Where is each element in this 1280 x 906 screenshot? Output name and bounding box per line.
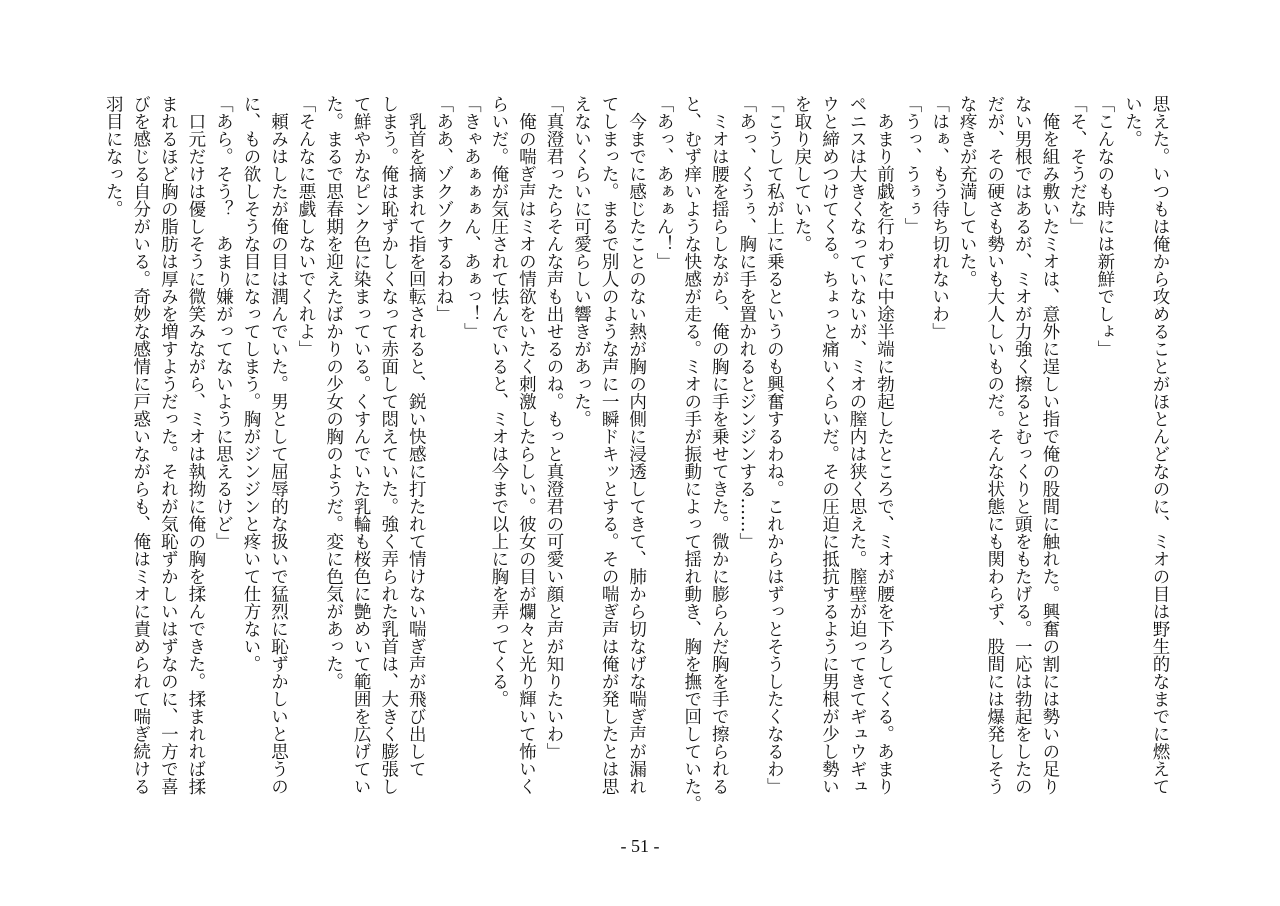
text-line: 「あら。そう？ あまり嫌がってないように思えるけど」: [213, 95, 234, 550]
text-line: ミオは腰を揺らしながら、俺の胸に手を乗せてきた。微かに膨らんだ胸を手で擦られる: [709, 95, 730, 795]
text-line: 「こうして私が上に乗るというのも興奮するわね。これからはずっとそうしたくなるわ」: [764, 95, 785, 795]
text-line: て鮮やかなピンク色に染まっている。くすんでいた乳輪も桜色に艶めいて範囲を広げてい: [351, 95, 372, 795]
text-line: 「そんなに悪戯しないでくれよ」: [296, 95, 317, 358]
text-line: ウと締めつけてくる。ちょっと痛いくらいだ。その圧迫に抵抗するように男根が少し勢い: [819, 95, 840, 795]
text-line: 乳首を摘まれて指を回転されると、鋭い快感に打たれて情けない喘ぎ声が飛び出して: [406, 95, 427, 778]
text-line: らいだ。俺が気圧されて怯んでいると、ミオは今まで以上に胸を弄ってくる。: [488, 95, 509, 708]
text-line: と、むず痒いような快感が走る。ミオの手が振動によって揺れ動き、胸を撫で回していた。: [681, 95, 702, 813]
text-line: 「きゃあぁぁぁん、あぁっ！」: [461, 95, 482, 340]
text-line: えないくらいに可愛らしい響きがあった。: [571, 95, 592, 428]
text-line: た。まるで思春期を迎えたばかりの少女の胸のようだ。変に色気があった。: [323, 95, 344, 690]
text-line: 「こんなのも時には新鮮でしょ」: [1094, 95, 1115, 358]
text-line: いた。: [1122, 95, 1143, 148]
text-line: 「あっ、あぁぁん！」: [654, 95, 675, 270]
text-line: まれるほど胸の脂肪は厚みを増すようだった。それが気恥ずかしいはずなのに、一方で喜: [158, 95, 179, 795]
text-line: あまり前戯を行わずに中途半端に勃起したところで、ミオが腰を下ろしてくる。あまり: [874, 95, 895, 795]
text-line: 「真澄君ったらそんな声も出せるのね。もっと真澄君の可愛い顔と声が知りたいわ」: [543, 95, 564, 760]
page-number: - 51 -: [620, 836, 660, 856]
text-line: 「あっ、くうぅ、胸に手を置かれるとジンジンする……」: [736, 95, 757, 550]
text-line: 俺の喘ぎ声はミオの情欲をいたく刺激したらしい。彼女の目が爛々と光り輝いて怖いく: [516, 95, 537, 795]
text-line: 頼みはしたが俺の目は潤んでいた。男として屈辱的な扱いで猛烈に恥ずかしいと思うの: [268, 95, 289, 795]
text-line: 「ああ、ゾクゾクするわね」: [433, 95, 454, 323]
text-line: ペニスは大きくなっていないが、ミオの膣内は狭く思えた。膣壁が迫ってきてギュウギュ: [846, 95, 867, 795]
text-line: 今までに感じたことのない熱が胸の内側に浸透してきて、肺から切なげな喘ぎ声が漏れ: [626, 95, 647, 795]
text-line: 羽目になった。: [103, 95, 124, 218]
text-line: 俺を組み敷いたミオは、意外に逞しい指で俺の股間に触れた。興奮の割には勢いの足り: [1039, 95, 1060, 795]
text-line: に、もの欲しそうな目になってしまう。胸がジンジンと疼いて仕方ない。: [240, 95, 261, 673]
text-line: だが、その硬さも勢いも大人しいものだ。そんな状態にも関わらず、股間には爆発しそう: [984, 95, 1005, 795]
text-line: を取り戻していた。: [791, 95, 812, 253]
text-line: 「はぁ、もう待ち切れないわ」: [929, 95, 950, 340]
text-line: 「そ、そうだな」: [1067, 95, 1088, 235]
text-line: な疼きが充満していた。: [957, 95, 978, 288]
text-line: 思えた。いつもは俺から攻めることがほとんどなのに、ミオの目は野生的なまでに燃えて: [1150, 95, 1170, 795]
text-line: ない男根ではあるが、ミオが力強く擦るとむっくりと頭をもたげる。一応は勃起をしたの: [1012, 95, 1033, 795]
text-line: しまう。俺は恥ずかしくなって赤面して悶えていた。強く弄られた乳首は、大きく膨張し: [378, 95, 399, 795]
text-line: てしまった。まるで別人のような声に一瞬ドキッとする。その喘ぎ声は俺が発したとは思: [599, 95, 620, 795]
text-line: 口元だけは優しそうに微笑みながら、ミオは執拗に俺の胸を揉んできた。揉まれれば揉: [185, 95, 206, 795]
vertical-body-text: [93, 95, 1173, 825]
text-line: 「うっ、うぅぅ」: [902, 95, 923, 235]
text-line: びを感じる自分がいる。奇妙な感情に戸惑いながらも、俺はミオに責められて喘ぎ続ける: [130, 95, 151, 795]
